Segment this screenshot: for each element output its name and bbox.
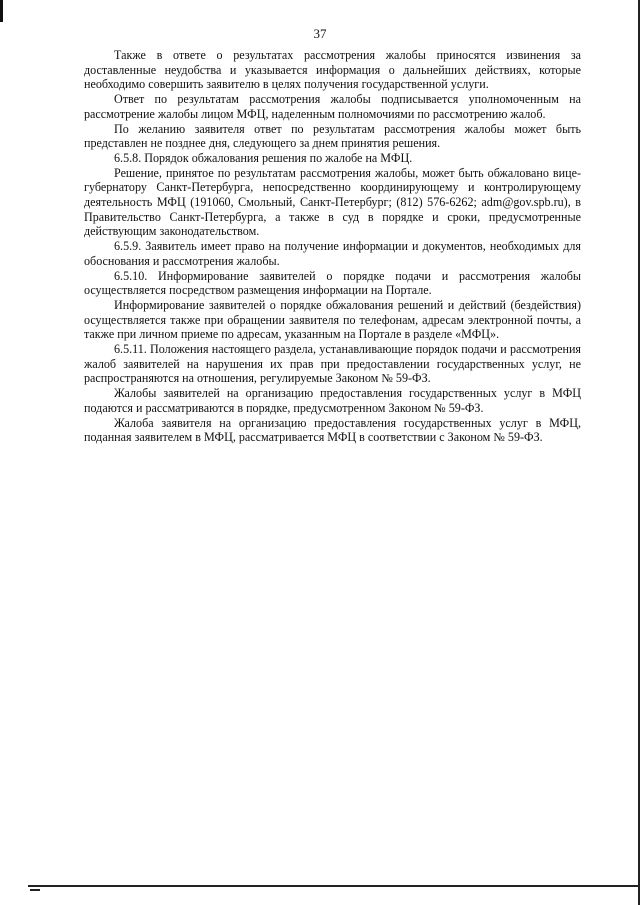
- paragraph-complaint-reviewed: Жалоба заявителя на организацию предоставления государственных услуг в МФЦ, поданная заявителем в МФЦ, рассматривается МФЦ в соответствии с Законом № 59-ФЗ.: [84, 415, 581, 445]
- scan-edge-mark: [0, 0, 3, 22]
- paragraph-appeal-decision: Решение, принятое по результатам рассмотрения жалобы, может быть обжаловано вице-губернатору Санкт-Петербурга, непосредственно координирующему и контролирующему деятельность МФЦ (191060, Смольный, Санкт-Петербург; (812) 576-6262; adm@gov.spb.ru), в Правительство Санкт-Петербурга, а также в суд в порядке и сроки, предусмотренные действующим законодательством.: [84, 165, 581, 239]
- scan-bottom-line: [28, 885, 640, 887]
- paragraph-response-deadline: По желанию заявителя ответ по результатам рассмотрения жалобы может быть представлен не позднее дня, следующего за днем принятия решения.: [84, 121, 581, 151]
- document-body: [84, 48, 581, 445]
- paragraph-section-6-5-9: 6.5.9. Заявитель имеет право на получение информации и документов, необходимых для обоснования и рассмотрения жалобы.: [84, 239, 581, 268]
- paragraph-apology: Также в ответе о результатах рассмотрения жалобы приносятся извинения за доставленные неудобства и указывается информация о дальнейших действиях, которые необходимо совершить заявителю в целях получения государственной услуги.: [84, 48, 581, 92]
- paragraph-response-signature: Ответ по результатам рассмотрения жалобы подписывается уполномоченным на рассмотрение жалобы лицом МФЦ, наделенным полномочиями по рассмотрению жалоб.: [84, 92, 581, 121]
- paragraph-section-6-5-8: 6.5.8. Порядок обжалования решения по жалобе на МФЦ.: [114, 150, 413, 165]
- scan-bottom-tick: [30, 889, 40, 891]
- page-number: 37: [313, 26, 327, 41]
- paragraph-informing: Информирование заявителей о порядке обжалования решений и действий (бездействия) осуществляется также при обращении заявителя по телефонам, адресам электронной почты, а также при личном приеме по адресам, указанным на Портале в разделе «МФЦ».: [84, 297, 581, 342]
- paragraph-section-6-5-10: 6.5.10. Информирование заявителей о порядке подачи и рассмотрения жалобы осуществляется посредством размещения информации на Портале.: [84, 268, 581, 298]
- paragraph-complaints-filed: Жалобы заявителей на организацию предоставления государственных услуг в МФЦ подаются и рассматриваются в порядке, предусмотренном Законом № 59-ФЗ.: [84, 386, 581, 415]
- paragraph-section-6-5-11: 6.5.11. Положения настоящего раздела, устанавливающие порядок подачи и рассмотрения жалоб заявителей на нарушения их прав при предоставлении государственных услуг, не распространяются на отношения, регулируемые Законом № 59-ФЗ.: [84, 342, 581, 386]
